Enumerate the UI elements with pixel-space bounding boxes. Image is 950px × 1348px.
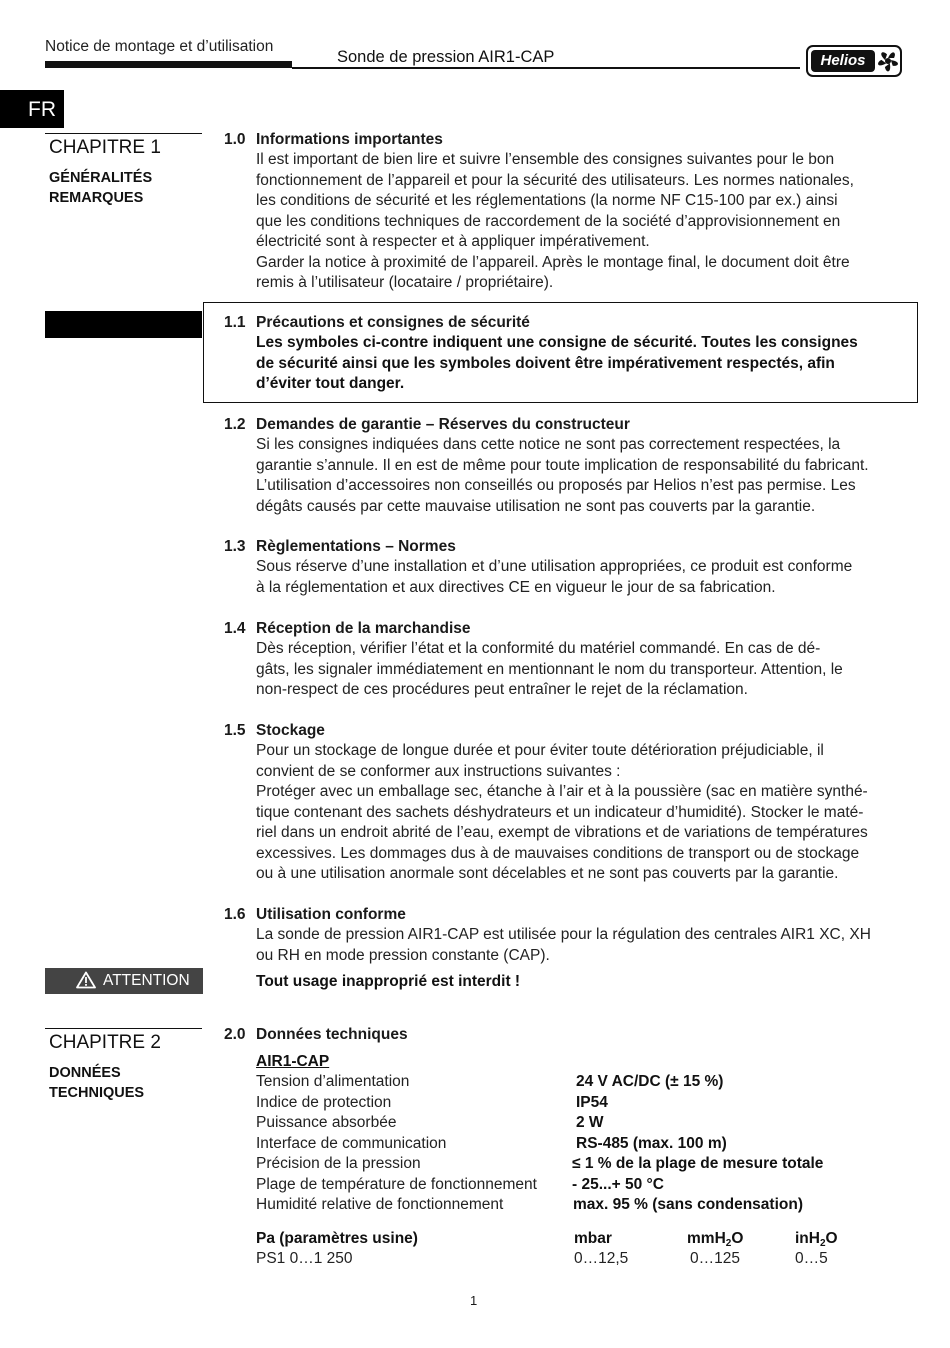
- text-line: La sonde de pression AIR1-CAP est utilisée pour la régulation des centrales AIR1 XC, XH: [256, 926, 871, 943]
- spec-value: max. 95 % (sans condensation): [573, 1196, 803, 1213]
- chapter2-subtitle: [49, 1064, 144, 1103]
- chapter1-title: CHAPITRE 1: [49, 137, 161, 158]
- page-number: 1: [470, 1293, 478, 1308]
- text-line: les conditions de sécurité et les réglementations (la norme NF C15-100 par ex.) ainsi: [256, 192, 838, 209]
- spec-value: 24 V AC/DC (± 15 %): [576, 1073, 724, 1090]
- text-line: garantie s’annule. Il en est de même pour toute implication de responsabilité du fabricant.: [256, 456, 869, 474]
- pa-table-cell: 0…5: [795, 1250, 828, 1267]
- spec-label: Tension d’alimentation: [256, 1073, 410, 1090]
- section-title: Stockage: [256, 722, 325, 739]
- unit-o: O: [825, 1230, 838, 1247]
- text-line: tique contenant des sachets déshydrateurs et un indicateur d’humidité). Stocker le maté-: [256, 803, 864, 821]
- pa-table-cell: PS1 0…1 250: [256, 1250, 353, 1267]
- chapter1-rule: [45, 133, 202, 134]
- pa-table-cell: 0…12,5: [574, 1250, 629, 1267]
- chapter2-sub2: TECHNIQUES: [49, 1084, 145, 1101]
- header-rule-thick: [45, 61, 292, 68]
- section-body: [256, 741, 899, 885]
- text-line: Garder la notice à proximité de l’appareil. Après le montage final, le document doit être: [256, 253, 850, 271]
- pa-table-header: Pa (paramètres usine): [256, 1230, 418, 1247]
- text-line: Protéger avec un emballage sec, étanche à l’air et à la poussière (sac en matière synthé-: [256, 783, 868, 800]
- spec-label: Puissance absorbée: [256, 1114, 397, 1131]
- text-line: ou à une utilisation anormale sont décelables et ne sont pas couverts par la garantie.: [256, 865, 839, 882]
- section-number: 1.1: [224, 314, 246, 331]
- header-manual-title: Notice de montage et d’utilisation: [45, 38, 274, 55]
- pa-table-header-mmh2o: [687, 1230, 743, 1249]
- text-line: de sécurité ainsi que les symboles doivent être impérativement respectés, afin: [256, 354, 835, 372]
- section-title: Règlementations – Normes: [256, 538, 456, 555]
- text-line: d’éviter tout danger.: [256, 375, 405, 392]
- spec-value: RS-485 (max. 100 m): [576, 1135, 727, 1152]
- attention-badge: [45, 968, 203, 994]
- chapter2-title: CHAPITRE 2: [49, 1032, 161, 1053]
- text-line: excessives. Les dommages dus à de mauvaises conditions de transport ou de stockage: [256, 844, 860, 862]
- header-rule-thin: [292, 67, 800, 69]
- pa-table-cell: 0…125: [690, 1250, 740, 1267]
- text-line: non-respect de ces procédures peut entraîner le rejet de la réclamation.: [256, 681, 748, 698]
- text-line: que les conditions techniques de raccordement de la société d’approvisionnement en: [256, 212, 841, 230]
- section-body: [256, 435, 899, 517]
- section-title: Informations importantes: [256, 131, 443, 148]
- section-number: 1.3: [224, 538, 246, 555]
- spec-label: Interface de communication: [256, 1135, 447, 1152]
- text-line: Dès réception, vérifier l’état et la conformité du matériel commandé. En cas de dé-: [256, 640, 821, 657]
- chapter1-subtitle: [49, 169, 152, 208]
- text-line: gâts, les signaler immédiatement en mentionnant le nom du transporteur. Attention, le: [256, 660, 843, 678]
- section-body: [256, 333, 899, 395]
- spec-value: IP54: [576, 1094, 608, 1111]
- text-line: fonctionnement de l’appareil et pour la sécurité des utilisateurs. Les normes nationales,: [256, 171, 854, 189]
- text-line: Pour un stockage de longue durée et pour éviter toute détérioration préjudiciable, il: [256, 742, 824, 759]
- text-line: Il est important de bien lire et suivre l’ensemble des consignes suivantes pour le bon: [256, 151, 835, 168]
- chapter2-rule: [45, 1028, 202, 1029]
- text-line: à la réglementation et aux directives CE en vigueur le jour de sa fabrication.: [256, 578, 776, 596]
- unit-inh: inH: [795, 1230, 820, 1247]
- section-body: [256, 639, 899, 701]
- unit-subscript-2: 2: [725, 1238, 732, 1249]
- text-line: Sous réserve d’une installation et d’une utilisation appropriées, ce produit est conforme: [256, 558, 853, 575]
- section-title: Utilisation conforme: [256, 906, 406, 923]
- spec-label: Humidité relative de fonctionnement: [256, 1196, 504, 1213]
- text-line: remis à l’utilisateur (locataire / propriétaire).: [256, 274, 554, 291]
- section-number: 1.5: [224, 722, 246, 739]
- text-line: dégâts causés par cette mauvaise utilisation ne sont pas couverts par la garantie.: [256, 497, 816, 515]
- text-line: riel dans un endroit abrité de l’eau, exempt de vibrations et de variations de températures: [256, 824, 868, 841]
- text-line: Les symboles ci-contre indiquent une consigne de sécurité. Toutes les consignes: [256, 334, 858, 351]
- text-line: électricité sont à respecter et à appliquer impérativement.: [256, 233, 650, 250]
- attention-text: Tout usage inapproprié est interdit !: [256, 973, 521, 990]
- section-number: 1.0: [224, 131, 246, 148]
- chapter1-sub2: REMARQUES: [49, 189, 144, 206]
- spec-value: 2 W: [576, 1114, 604, 1131]
- unit-o: O: [731, 1230, 744, 1247]
- product-name: AIR1-CAP: [256, 1053, 330, 1070]
- warning-triangle-icon: [76, 971, 96, 989]
- language-tab: [0, 90, 64, 128]
- fan-icon: [876, 48, 900, 74]
- section-title: Précautions et consignes de sécurité: [256, 314, 530, 331]
- section-title: Données techniques: [256, 1026, 408, 1043]
- attention-label: ATTENTION: [103, 972, 190, 989]
- helios-logo: [806, 45, 902, 77]
- section-body: [256, 925, 899, 966]
- section-number: 1.6: [224, 906, 246, 923]
- pa-table-header: mbar: [574, 1230, 612, 1247]
- warning-bar: [45, 311, 202, 338]
- unit-mmh: mmH: [687, 1230, 726, 1247]
- chapter1-sub1: GÉNÉRALITÉS: [49, 170, 153, 186]
- spec-value: - 25...+ 50 °C: [572, 1176, 664, 1193]
- text-line: Si les consignes indiquées dans cette notice ne sont pas correctement respectées, la: [256, 436, 841, 453]
- spec-label: Précision de la pression: [256, 1155, 421, 1172]
- section-body: [256, 557, 899, 598]
- language-tab-label: FR: [28, 98, 56, 121]
- section-number: 1.4: [224, 620, 246, 637]
- text-line: convient de se conformer aux instructions suivantes :: [256, 762, 621, 780]
- section-title: Réception de la marchandise: [256, 620, 471, 637]
- text-line: ou RH en mode pression constante (CAP).: [256, 946, 550, 964]
- pa-table-header-inh2o: [795, 1230, 838, 1249]
- section-body: [256, 150, 899, 294]
- text-line: L’utilisation d’accessoires non conseillés ou proposés par Helios n’est pas permise. Les: [256, 477, 856, 494]
- unit-subscript-2: 2: [819, 1238, 826, 1249]
- spec-value: ≤ 1 % de la plage de mesure totale: [572, 1155, 824, 1172]
- logo-wordmark: Helios: [811, 50, 875, 72]
- spec-label: Indice de protection: [256, 1094, 392, 1111]
- section-number: 2.0: [224, 1026, 246, 1043]
- header-document-title: Sonde de pression AIR1-CAP: [337, 48, 555, 66]
- chapter2-sub1: DONNÉES: [49, 1065, 121, 1081]
- section-title: Demandes de garantie – Réserves du constructeur: [256, 416, 630, 433]
- spec-label: Plage de température de fonctionnement: [256, 1176, 537, 1193]
- section-number: 1.2: [224, 416, 246, 433]
